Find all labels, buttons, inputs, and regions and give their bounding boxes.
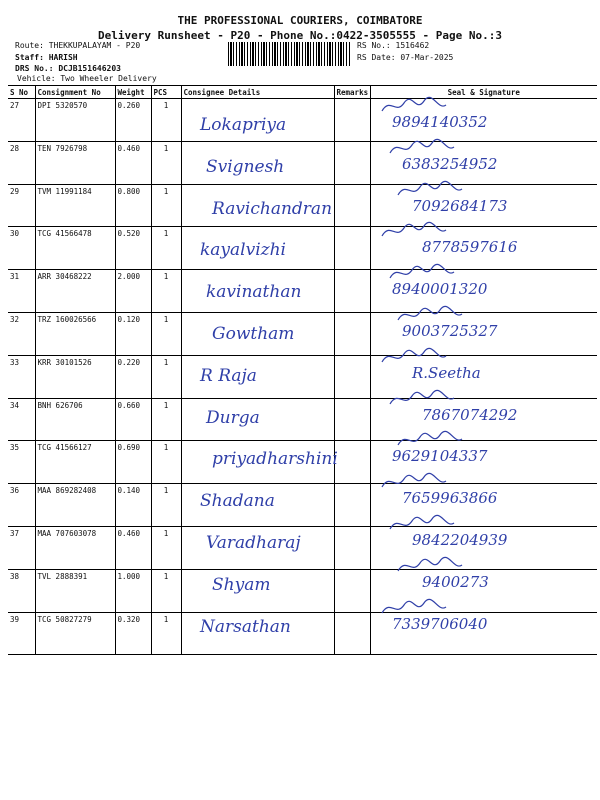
signature-scribble: [396, 429, 466, 451]
cell-sno: 39: [8, 612, 35, 655]
handwritten-consignee-name: kayalvizhi: [200, 240, 286, 261]
table-row: [8, 312, 597, 355]
cell-sno: 29: [8, 184, 35, 227]
signature-scribble: [380, 597, 450, 619]
cell-weight: 2.000: [115, 270, 151, 313]
cell-weight: 0.520: [115, 227, 151, 270]
cell-sno: 37: [8, 526, 35, 569]
col-header-consignment: Consignment No: [35, 86, 115, 99]
runsheet-subtitle: Delivery Runsheet - P20 - Phone No.:0422-3505555 - Page No.:3: [98, 29, 502, 42]
table-row: [8, 569, 597, 612]
table-row: [8, 99, 597, 142]
table-row: [8, 270, 597, 313]
remarks-cell: [334, 484, 370, 527]
cell-sno: 27: [8, 99, 35, 142]
handwritten-signature-number: 9842204939: [412, 531, 508, 549]
handwritten-consignee-name: R Raja: [200, 365, 257, 386]
cell-sno: 30: [8, 227, 35, 270]
handwritten-signature-number: 8778597616: [422, 238, 518, 257]
cell-consignment: KRR 30101526: [35, 355, 115, 398]
cell-weight: 0.320: [115, 612, 151, 655]
table-row: [8, 526, 597, 569]
handwritten-consignee-name: Ravichandran: [212, 198, 333, 219]
signature-scribble: [388, 137, 458, 159]
remarks-cell: [334, 612, 370, 655]
col-header-consignee: Consignee Details: [181, 86, 334, 99]
vehicle-label: Vehicle: Two Wheeler Delivery: [17, 74, 157, 83]
cell-consignment: TVM 11991184: [35, 184, 115, 227]
cell-consignment: TVL 2888391: [35, 569, 115, 612]
remarks-cell: [334, 312, 370, 355]
table-row: [8, 141, 597, 184]
signature-scribble: [380, 220, 450, 242]
cell-consignment: TCG 41566127: [35, 441, 115, 484]
handwritten-consignee-name: Shyam: [212, 574, 271, 595]
remarks-cell: [334, 141, 370, 184]
cell-pcs: 1: [151, 398, 181, 441]
cell-sno: 31: [8, 270, 35, 313]
handwritten-consignee-name: Shadana: [200, 491, 275, 512]
cell-sno: 35: [8, 441, 35, 484]
cell-consignment: TEN 7926798: [35, 141, 115, 184]
handwritten-signature-number: 9400273: [422, 572, 489, 591]
cell-sno: 36: [8, 484, 35, 527]
drs-number: DRS No.: DCJB151646203: [15, 64, 121, 73]
cell-consignment: MAA 707603078: [35, 526, 115, 569]
cell-weight: 0.690: [115, 441, 151, 484]
remarks-cell: [334, 184, 370, 227]
handwritten-consignee-name: Lokapriya: [200, 115, 287, 135]
handwritten-signature-number: R.Seetha: [412, 363, 481, 382]
signature-scribble: [396, 179, 466, 201]
handwritten-signature-number: 7867074292: [422, 405, 518, 424]
cell-weight: 0.800: [115, 184, 151, 227]
cell-pcs: 1: [151, 612, 181, 655]
cell-pcs: 1: [151, 569, 181, 612]
cell-weight: 0.460: [115, 141, 151, 184]
cell-weight: 0.120: [115, 312, 151, 355]
col-header-sno: S No: [8, 86, 35, 99]
remarks-cell: [334, 398, 370, 441]
handwritten-signature-number: 7339706040: [392, 614, 488, 633]
staff-label: Staff: HARISH: [15, 53, 78, 62]
table-row: [8, 484, 597, 527]
cell-consignment: ARR 30468222: [35, 270, 115, 313]
cell-pcs: 1: [151, 184, 181, 227]
table-row: [8, 355, 597, 398]
handwritten-signature-number: 9629104337: [392, 447, 488, 466]
cell-pcs: 1: [151, 227, 181, 270]
runsheet-table: [8, 85, 597, 655]
cell-weight: 0.660: [115, 398, 151, 441]
cell-weight: 0.460: [115, 526, 151, 569]
handwritten-consignee-name: Durga: [206, 407, 260, 428]
cell-consignment: DPI 5320570: [35, 99, 115, 142]
handwritten-signature-number: 7092684173: [412, 196, 508, 215]
signature-scribble: [380, 471, 450, 493]
route-label: Route: THEKKUPALAYAM - P20: [15, 41, 141, 50]
cell-consignment: MAA 869282408: [35, 484, 115, 527]
cell-weight: 0.260: [115, 99, 151, 142]
cell-consignment: TCG 50827279: [35, 612, 115, 655]
handwritten-signature-number: 7659963866: [402, 489, 498, 508]
remarks-cell: [334, 270, 370, 313]
cell-sno: 38: [8, 569, 35, 612]
remarks-cell: [334, 99, 370, 142]
cell-consignment: TRZ 160026566: [35, 312, 115, 355]
cell-pcs: 1: [151, 526, 181, 569]
col-header-signature: Seal & Signature: [370, 86, 597, 99]
col-header-pcs: PCS: [151, 86, 181, 99]
cell-pcs: 1: [151, 355, 181, 398]
cell-pcs: 1: [151, 99, 181, 142]
rs-number: RS No.: 1516462: [357, 41, 430, 50]
remarks-cell: [334, 526, 370, 569]
handwritten-consignee-name: Narsathan: [200, 616, 291, 637]
col-header-weight: Weight: [115, 86, 151, 99]
remarks-cell: [334, 227, 370, 270]
signature-scribble: [380, 95, 450, 117]
cell-sno: 33: [8, 355, 35, 398]
cell-weight: 1.000: [115, 569, 151, 612]
handwritten-signature-number: 8940001320: [392, 280, 488, 299]
handwritten-consignee-name: Varadharaj: [206, 533, 301, 553]
barcode-image: [228, 42, 350, 66]
remarks-cell: [334, 355, 370, 398]
handwritten-signature-number: 9894140352: [392, 113, 488, 131]
signature-scribble: [388, 262, 458, 284]
handwritten-consignee-name: priyadharshini: [212, 449, 338, 470]
signature-scribble: [388, 388, 458, 410]
cell-sno: 32: [8, 312, 35, 355]
signature-scribble: [380, 346, 450, 368]
table-row: [8, 612, 597, 655]
rs-date: RS Date: 07-Mar-2025: [357, 53, 454, 62]
table-header-row: [8, 86, 597, 99]
handwritten-signature-number: 9003725327: [402, 322, 498, 340]
remarks-cell: [334, 441, 370, 484]
col-header-remarks: Remarks: [334, 86, 370, 99]
signature-scribble: [396, 555, 466, 577]
remarks-cell: [334, 569, 370, 612]
handwritten-signature-number: 6383254952: [402, 154, 498, 173]
cell-pcs: 1: [151, 270, 181, 313]
company-title: THE PROFESSIONAL COURIERS, COIMBATORE: [177, 14, 423, 27]
signature-scribble: [388, 513, 458, 535]
cell-consignment: BNH 626706: [35, 398, 115, 441]
cell-pcs: 1: [151, 141, 181, 184]
cell-consignment: TCG 41566478: [35, 227, 115, 270]
cell-sno: 28: [8, 141, 35, 184]
cell-weight: 0.140: [115, 484, 151, 527]
handwritten-consignee-name: kavinathan: [206, 282, 302, 303]
cell-pcs: 1: [151, 441, 181, 484]
handwritten-consignee-name: Svignesh: [206, 156, 285, 177]
cell-sno: 34: [8, 398, 35, 441]
cell-pcs: 1: [151, 312, 181, 355]
handwritten-consignee-name: Gowtham: [212, 324, 295, 344]
cell-weight: 0.220: [115, 355, 151, 398]
cell-pcs: 1: [151, 484, 181, 527]
signature-scribble: [396, 304, 466, 326]
